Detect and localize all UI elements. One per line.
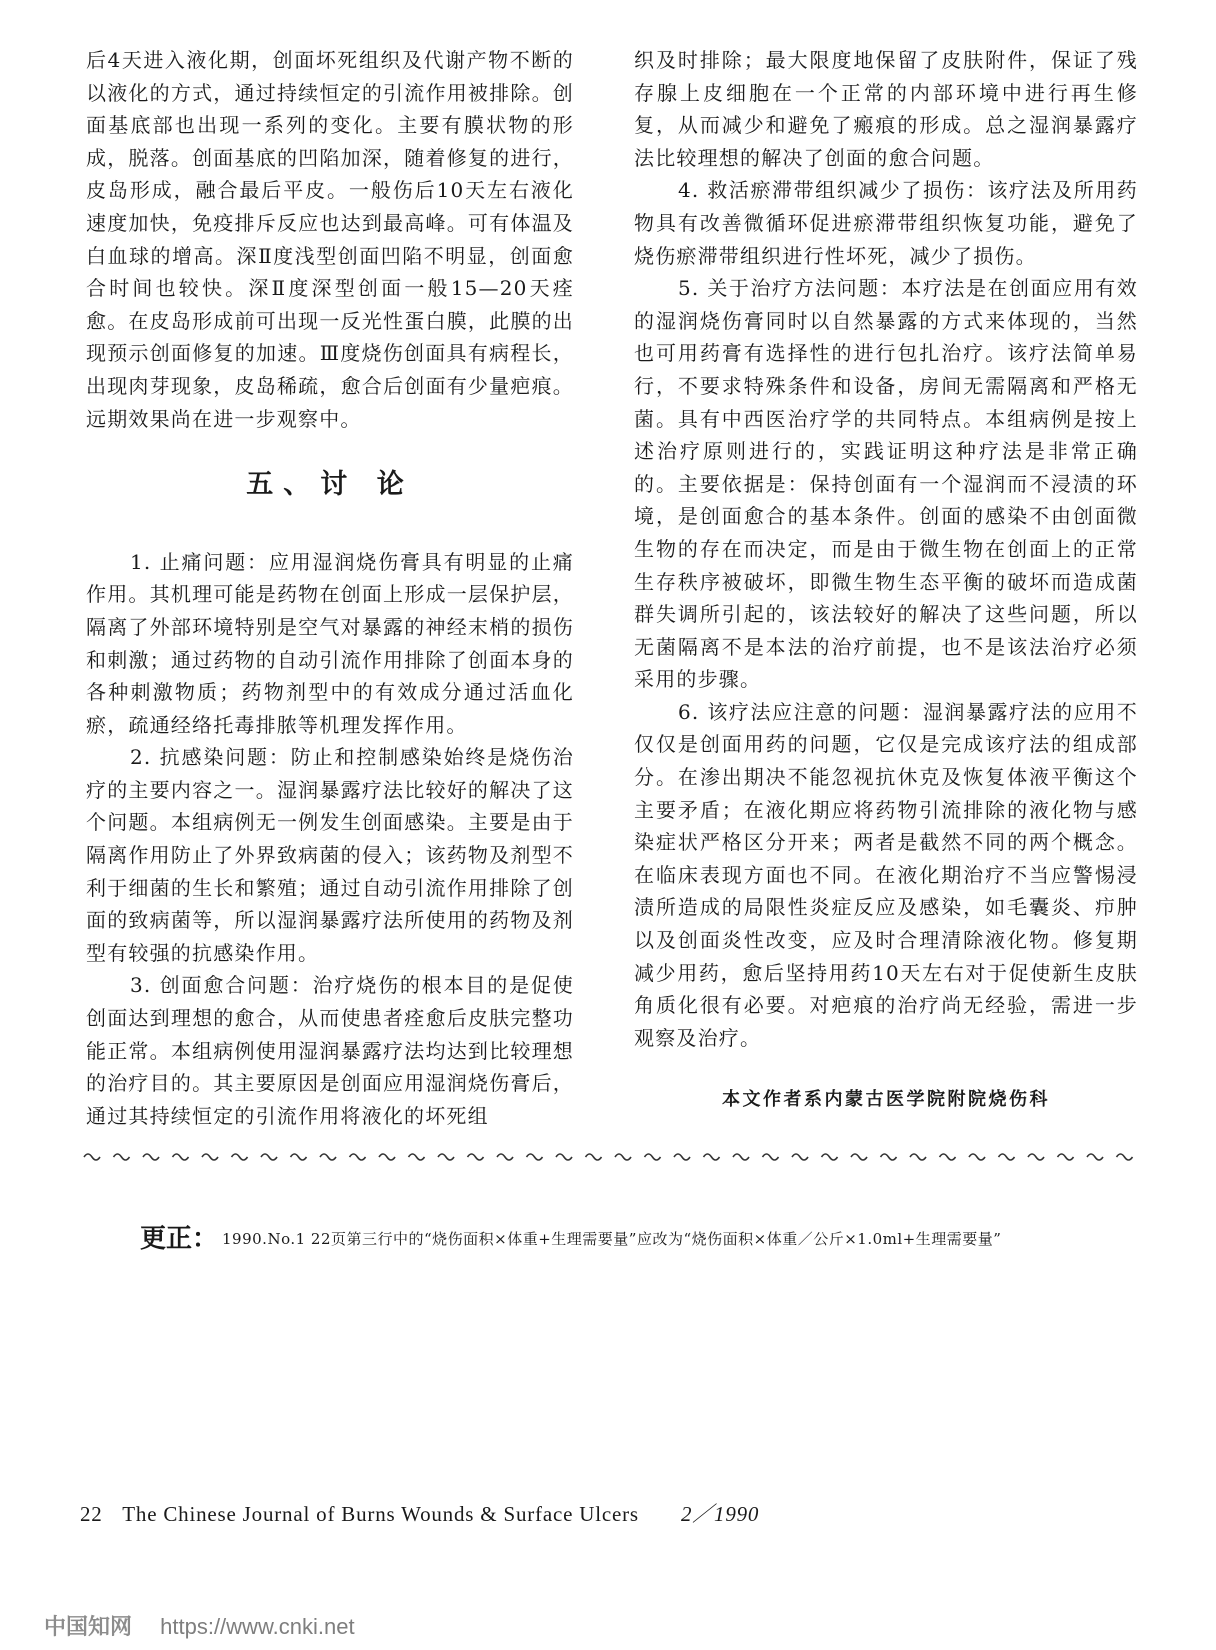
paragraph-pain-relief: 1. 止痛问题：应用湿润烧伤膏具有明显的止痛作用。其机理可能是药物在创面上形成一层保护层，隔离了外部环境特别是空气对暴露的神经末梢的损伤和刺激；通过药物的自动引流作用排除了创面本身的各种刺激物质；药物剂型中的有效成分通过活血化瘀，疏通经络托毒排脓等机理发挥作用。: [86, 549, 574, 737]
wavy-divider: [80, 1148, 1136, 1164]
left-column: [86, 44, 574, 1132]
paragraph-precautions: 6. 该疗法应注意的问题：湿润暴露疗法的应用不仅仅是创面用药的问题，它仅是完成该疗法的组成部分。在渗出期决不能忽视抗休克及恢复体液平衡这个主要矛盾；在液化期应将药物引流排除的液化物与感染症状严格区分开来；两者是截然不同的两个概念。在临床表现方面也不同。在液化期治疗不当应警惕浸渍所造成的局限性炎症反应及感染，如毛囊炎、疖肿以及创面炎性改变，应及时合理清除液化物。修复期减少用药，愈后坚持用药10天左右对于促使新生皮肤角质化很有必要。对疤痕的治疗尚无经验，需进一步观察及治疗。: [634, 699, 1138, 1050]
page-footer: [80, 1498, 773, 1528]
issue-number: 2／1990: [680, 1502, 760, 1526]
paragraph-stasis-zone: 4. 救活瘀滞带组织减少了损伤：该疗法及所用药物具有改善微循环促进瘀滞带组织恢复功能，避免了烧伤瘀滞带组织进行性坏死，减少了损伤。: [634, 178, 1138, 268]
correction-label: 更正：: [140, 1224, 219, 1254]
paragraph-wound-healing-continued: 织及时排除；最大限度地保留了皮肤附件，保证了残存腺上皮细胞在一个正常的内部环境中进行再生修复，从而减少和避免了瘢痕的形成。总之湿润暴露疗法比较理想的解决了创面的愈合问题。: [634, 48, 1138, 170]
watermark-url: https://www.cnki.net: [160, 1614, 355, 1639]
page-number: 22: [80, 1502, 103, 1526]
section-title-discussion: 五、讨 论: [246, 469, 414, 501]
correction-text: 1990.No.1 22页第三行中的“烧伤面积×体重+生理需要量”应改为“烧伤面积×体重／公斤×1.0ml+生理需要量”: [222, 1230, 1002, 1248]
paragraph-wound-healing: 3. 创面愈合问题：治疗烧伤的根本目的是促使创面达到理想的愈合，从而使患者痊愈后皮肤完整功能正常。本组病例使用湿润暴露疗法均达到比较理想的治疗目的。其主要原因是创面应用湿润烧伤膏后，通过其持续恒定的引流作用将液化的坏死组: [86, 973, 574, 1128]
paragraph-anti-infection: 2. 抗感染问题：防止和控制感染始终是烧伤治疗的主要内容之一。湿润暴露疗法比较好的解决了这个问题。本组病例无一例发生创面感染。主要是由于隔离作用防止了外界致病菌的侵入；该药物及剂型不利于细菌的生长和繁殖；通过自动引流作用排除了创面的致病菌等，所以湿润暴露疗法所使用的药物及剂型有较强的抗感染作用。: [86, 745, 574, 965]
journal-name: The Chinese Journal of Burns Wounds & Surface Ulcers: [122, 1502, 639, 1526]
paragraph-treatment-method: 5. 关于治疗方法问题：本疗法是在创面应用有效的湿润烧伤膏同时以自然暴露的方式来体现的，当然也可用药膏有选择性的进行包扎治疗。该疗法简单易行，不要求特殊条件和设备，房间无需隔离和严格无菌。具有中西医治疗学的共同特点。本组病例是按上述治疗原则进行的，实践证明这种疗法是非常正确的。主要依据是：保持创面有一个湿润而不浸渍的环境，是创面愈合的基本条件。创面的感染不由创面微生物的存在而决定，而是由于微生物在创面上的正常生存秩序被破坏，即微生物生态平衡的破坏而造成菌群失调所引起的，该法较好的解决了这些问题，所以无菌隔离不是本法的治疗前提，也不是该法治疗必须采用的步骤。: [634, 276, 1138, 692]
paragraph-liquefaction-stage: 后4天进入液化期，创面坏死组织及代谢产物不断的以液化的方式，通过持续恒定的引流作用被排除。创面基底部也出现一系列的变化。主要有膜状物的形成，脱落。创面基底的凹陷加深，随着修复的进行，皮岛形成，融合最后平皮。一般伤后10天左右液化速度加快，免疫排斥反应也达到最高峰。可有体温及白血球的增高。深Ⅱ度浅型创面凹陷不明显，创面愈合时间也较快。深Ⅱ度深型创面一般15—20天痊愈。在皮岛形成前可出现一反光性蛋白膜，此膜的出现预示创面修复的加速。Ⅲ度烧伤创面具有病程长，出现肉芽现象，皮岛稀疏，愈合后创面有少量疤痕。远期效果尚在进一步观察中。: [86, 48, 574, 431]
author-affiliation: 本文作者系内蒙古医学院附院烧伤科: [722, 1089, 1050, 1111]
right-column: [634, 44, 1138, 1117]
watermark-brand: 中国知网: [44, 1614, 133, 1639]
cnki-watermark: [44, 1610, 355, 1641]
